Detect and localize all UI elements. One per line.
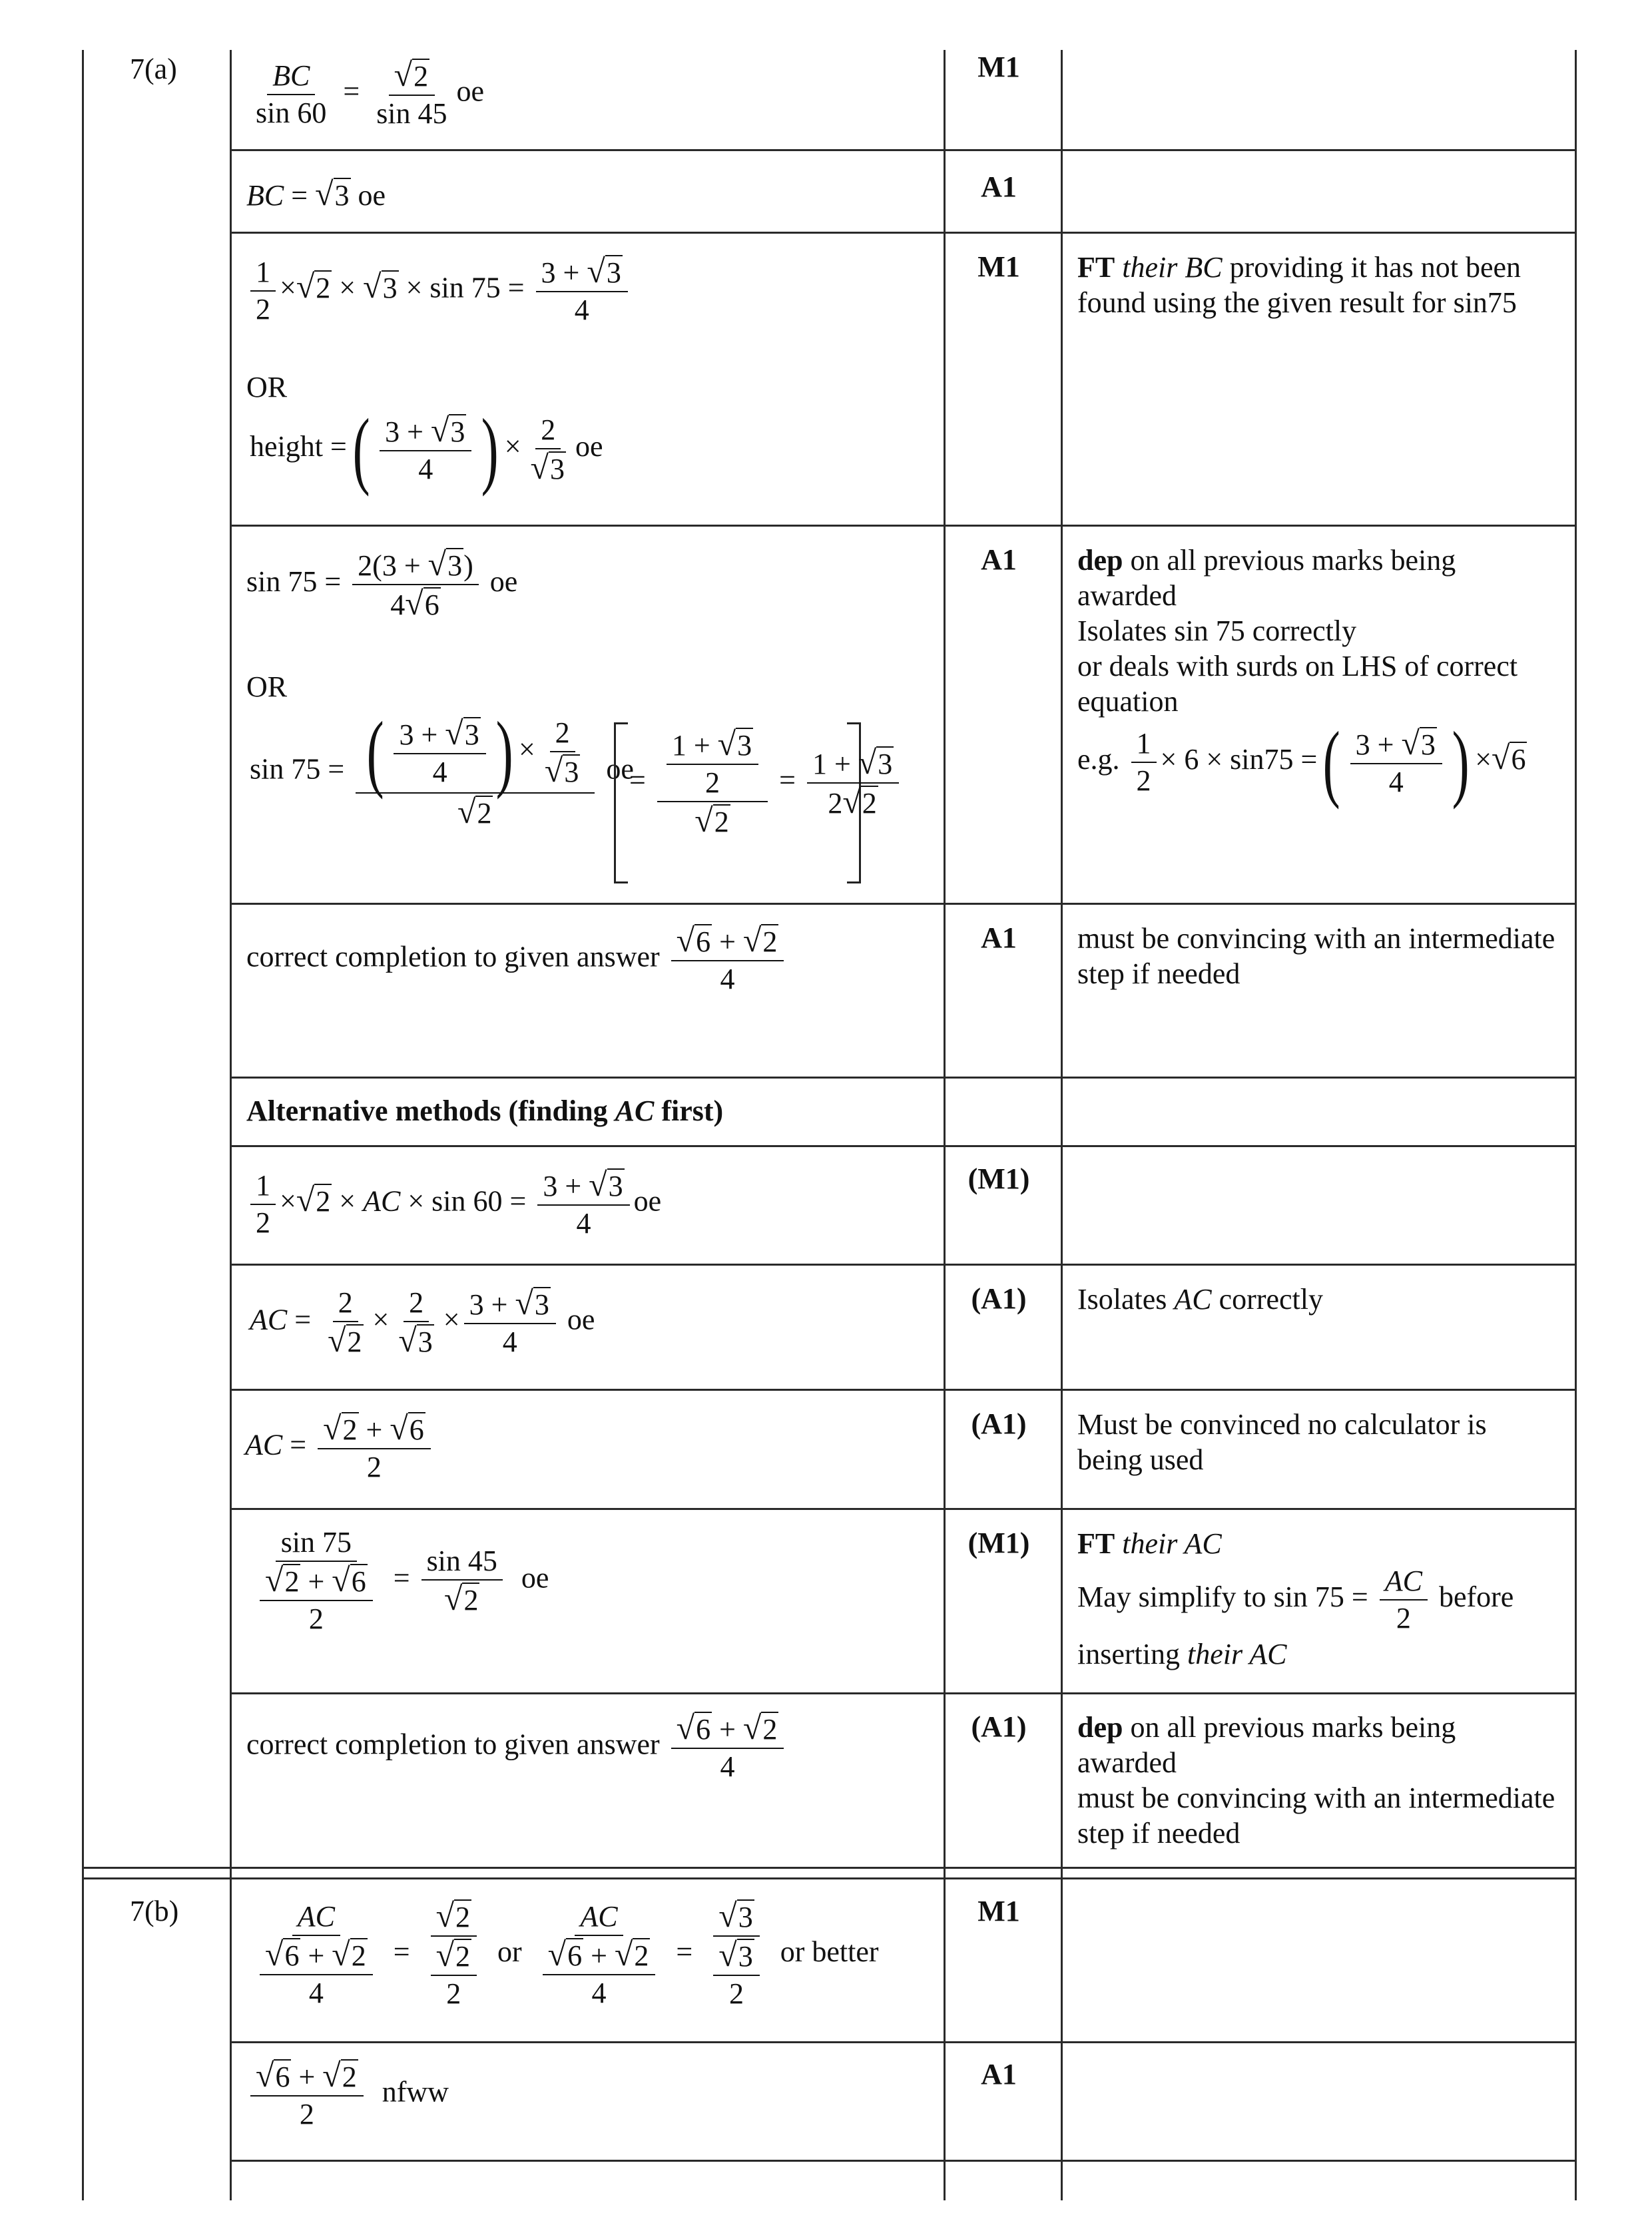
math-expression: height =( $\frac{3 + √3}{4}$ ) × $\frac{2}{√3}$ oe (250, 401, 603, 497)
math-expression: May simplify to sin 75 = $\frac{AC}{2}$ before (1077, 1565, 1514, 1634)
comment: FT their AC (1077, 1527, 1222, 1560)
math-expression: $\frac{1}{2}$ ×√2 × AC × sin 60 = $\frac{3 + √3}{4}$ oe (246, 1166, 661, 1242)
math-expression: BC = √3 oe (246, 175, 386, 212)
math-expression: = $\frac{\frac{1 + √3}{2}}{√2}$ = $\frac{1 + √3}{2√2}$ (629, 726, 903, 840)
math-expression: $\frac{AC}{\frac{√6 + √2}{4}}$ = $\frac{√2}{\frac{√2}{2}}$ or $\frac{AC}{\frac{√6 + √2}{4}}$ = $\frac{√3}{\frac{√3}{2}}$ or better (246, 1897, 879, 2012)
math-expression: $\frac{√6 + √2}{2}$ nfww (246, 2057, 449, 2132)
mark: M1 (977, 1895, 1020, 1927)
comment: Isolates AC correctly (1077, 1283, 1323, 1316)
or-label: OR (246, 371, 288, 403)
math-expression: sin 75 = $\frac{2(3 + √3)}{4√6}$ oe (246, 545, 518, 622)
mark: (M1) (967, 1527, 1030, 1559)
comment: Must be convinced no calculator is being used (1077, 1408, 1487, 1476)
comment: dep on all previous marks being awarded must be convincing with an intermediate step if needed (1077, 1711, 1555, 1849)
math-expression: correct completion to given answer $\frac{√6 + √2}{4}$ (246, 922, 788, 997)
mark: (M1) (967, 1162, 1030, 1195)
mark: (A1) (971, 1282, 1027, 1315)
mark: M1 (977, 51, 1020, 83)
comment: FT their BC providing it has not been found using the given result for sin75 (1077, 251, 1521, 319)
mark: A1 (981, 2058, 1017, 2091)
mark: (A1) (971, 1407, 1027, 1440)
or-label: OR (246, 670, 288, 703)
mark: A1 (981, 543, 1017, 576)
math-expression: $\frac{\sin 75}{\frac{√2 + √6}{2}}$ = $\frac{\sin 45}{√2}$ oe (246, 1525, 549, 1637)
comment: inserting their AC (1077, 1638, 1287, 1670)
mark: A1 (981, 170, 1017, 203)
math-expression: AC = $\frac{√2 + √6}{2}$ (245, 1410, 435, 1485)
math-expression: AC = $\frac{2}{√2}$ × $\frac{2}{√3}$ × $\frac{3 + √3}{4}$ oe (250, 1284, 595, 1359)
mark: M1 (977, 250, 1020, 283)
mark: A1 (981, 921, 1017, 954)
mark: (A1) (971, 1710, 1027, 1743)
question-number: 7(b) (130, 1895, 179, 1927)
math-expression: $\frac{BC}{\sin 60}$ = $\frac{√2}{\sin 45}$ oe (256, 56, 485, 130)
alternative-methods-heading: Alternative methods (finding AC first) (246, 1095, 724, 1127)
question-number: 7(a) (130, 53, 177, 85)
math-expression: sin 75 = ( $\frac{3 + √3}{4}$ ) × $\frac{2}{√3}$ √2 oe (250, 704, 634, 830)
comment: must be convincing with an intermediate step if needed (1077, 922, 1555, 990)
math-expression: correct completion to given answer $\frac{√6 + √2}{4}$ (246, 1710, 788, 1785)
comment: dep on all previous marks being awarded Isolates sin 75 correctly or deals with surds on LHS of correct equation (1077, 544, 1518, 718)
math-expression: $\frac{1}{2}$ ×√2 × √3 × sin 75 = $\frac{3 + √3}{4}$ (246, 253, 632, 328)
math-expression: e.g. $\frac{1}{2}$ × 6 × sin75 =( $\frac{3 + √3}{4}$ ) ×√6 (1077, 714, 1526, 810)
